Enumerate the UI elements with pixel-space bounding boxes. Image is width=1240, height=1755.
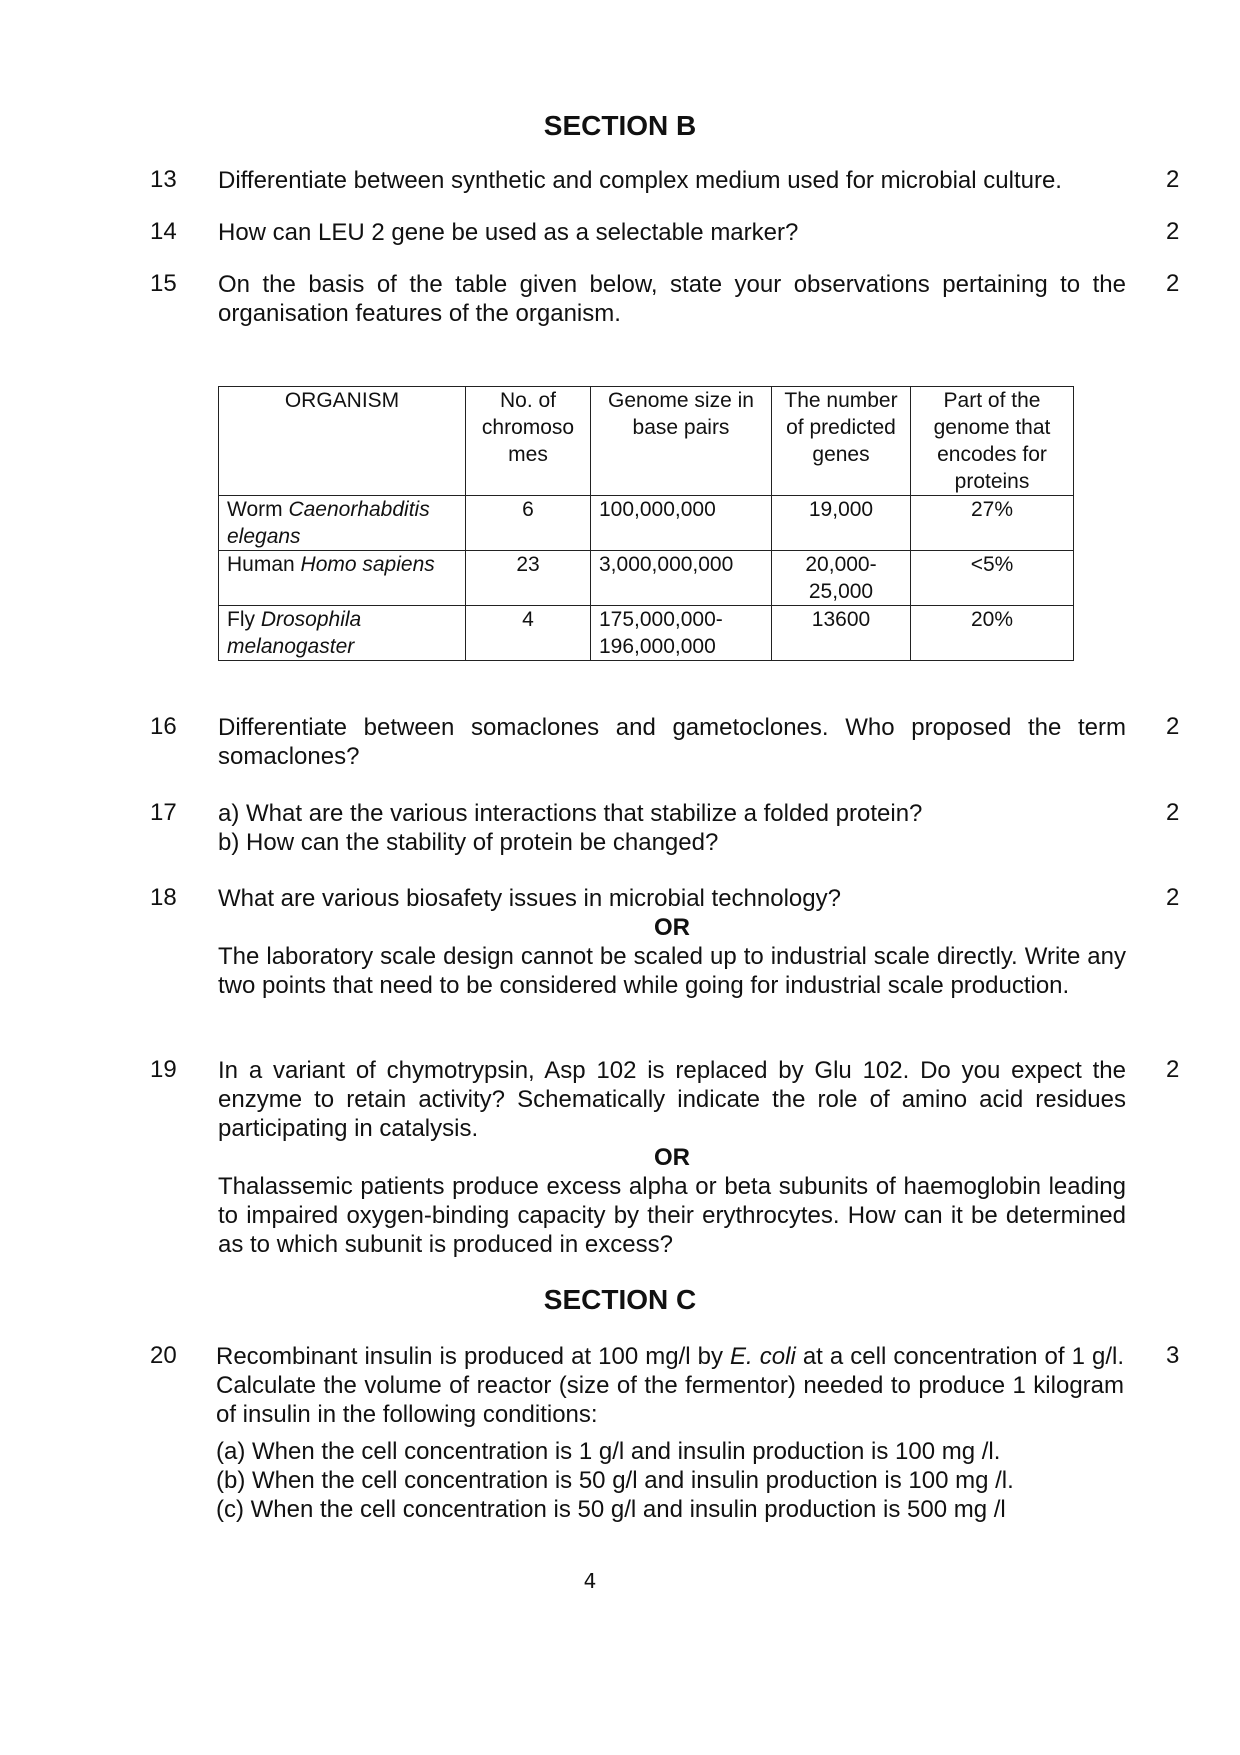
section-b-title: SECTION B	[543, 110, 697, 141]
genome-cell: 3,000,000,000	[591, 551, 772, 606]
table-header-row	[219, 387, 1074, 496]
organism-cell	[219, 496, 466, 551]
question-number: 20	[150, 1342, 177, 1369]
question-marks: 2	[1166, 166, 1180, 193]
question-marks: 3	[1166, 1342, 1180, 1369]
condition-b: (b) When the cell concentration is 50 g/l and insulin production is 100 mg /l.	[216, 1467, 1014, 1494]
question-number: 16	[150, 713, 177, 740]
question-marks: 2	[1166, 713, 1180, 740]
question-marks: 2	[1166, 218, 1180, 245]
question-text-part: Recombinant insulin is produced at 100 mg/l by	[216, 1343, 731, 1370]
alternative-question-text: The laboratory scale design cannot be scaled up to industrial scale directly. Write any two points that need to be considered while going for industrial scale production.	[218, 943, 1126, 999]
protein-part-cell: 27%	[911, 496, 1074, 551]
header-genes: The number of predicted genes	[772, 387, 911, 496]
protein-part-cell: 20%	[911, 606, 1074, 661]
or-divider: OR	[654, 1144, 690, 1171]
organism-name: E. coli	[730, 1343, 796, 1370]
question-number: 19	[150, 1056, 177, 1083]
table-row	[219, 496, 1074, 551]
genes-cell: 19,000	[772, 496, 911, 551]
question-number: 13	[150, 166, 177, 193]
organism-common-name: Human	[227, 553, 301, 576]
condition-a: (a) When the cell concentration is 1 g/l and insulin production is 100 mg /l.	[216, 1438, 1001, 1465]
table-row	[219, 606, 1074, 661]
header-genome-size: Genome size in base pairs	[591, 387, 772, 496]
header-chromosomes: No. of chromoso mes	[466, 387, 591, 496]
genome-cell: 100,000,000	[591, 496, 772, 551]
question-part-b: b) How can the stability of protein be changed?	[218, 829, 719, 856]
question-marks: 2	[1166, 1056, 1180, 1083]
table-row	[219, 551, 1074, 606]
section-c-title: SECTION C	[543, 1284, 697, 1315]
organism-species: Drosophila melanogaster	[227, 608, 362, 658]
question-text-part: at a cell concentration of 1 g/l. Calculate the volume of reactor (size of the fermentor) needed to produce 1 kilogram of insulin in the following conditions:	[216, 1343, 1124, 1428]
question-text: What are various biosafety issues in microbial technology?	[218, 885, 841, 912]
question-number: 17	[150, 799, 177, 826]
question-number: 15	[150, 270, 177, 297]
alternative-question-text: Thalassemic patients produce excess alpha or beta subunits of haemoglobin leading to impaired oxygen-binding capacity by their erythrocytes. How can it be determined as to which subunit is produced in excess?	[218, 1173, 1126, 1258]
organism-table	[218, 386, 1074, 661]
question-text: In a variant of chymotrypsin, Asp 102 is replaced by Glu 102. Do you expect the enzyme to retain activity? Schematically indicate the role of amino acid residues participating in catalysis.	[218, 1057, 1126, 1142]
question-text: How can LEU 2 gene be used as a selectable marker?	[218, 219, 799, 246]
organism-cell	[219, 606, 466, 661]
question-marks: 2	[1166, 884, 1180, 911]
question-text: Differentiate between synthetic and complex medium used for microbial culture.	[218, 167, 1062, 194]
question-text	[216, 1342, 1124, 1429]
condition-c: (c) When the cell concentration is 50 g/l and insulin production is 500 mg /l	[216, 1496, 1006, 1523]
genes-cell: 20,000-25,000	[772, 551, 911, 606]
organism-common-name: Worm	[227, 498, 289, 521]
organism-cell	[219, 551, 466, 606]
chromosomes-cell: 4	[466, 606, 591, 661]
question-number: 18	[150, 884, 177, 911]
genome-cell: 175,000,000-196,000,000	[591, 606, 772, 661]
genes-cell: 13600	[772, 606, 911, 661]
question-text: Differentiate between somaclones and gametoclones. Who proposed the term somaclones?	[218, 714, 1126, 770]
chromosomes-cell: 6	[466, 496, 591, 551]
page-number: 4	[583, 1569, 597, 1593]
question-marks: 2	[1166, 270, 1180, 297]
question-marks: 2	[1166, 799, 1180, 826]
header-protein-part: Part of the genome that encodes for proteins	[911, 387, 1074, 496]
organism-common-name: Fly	[227, 608, 261, 631]
or-divider: OR	[654, 914, 690, 941]
chromosomes-cell: 23	[466, 551, 591, 606]
header-organism: ORGANISM	[219, 387, 466, 496]
question-text: On the basis of the table given below, state your observations pertaining to the organisation features of the organism.	[218, 271, 1126, 327]
organism-species: Caenorhabditis elegans	[227, 498, 430, 548]
question-number: 14	[150, 218, 177, 245]
organism-species: Homo sapiens	[300, 553, 435, 576]
question-part-a: a) What are the various interactions that stabilize a folded protein?	[218, 800, 923, 827]
protein-part-cell: <5%	[911, 551, 1074, 606]
